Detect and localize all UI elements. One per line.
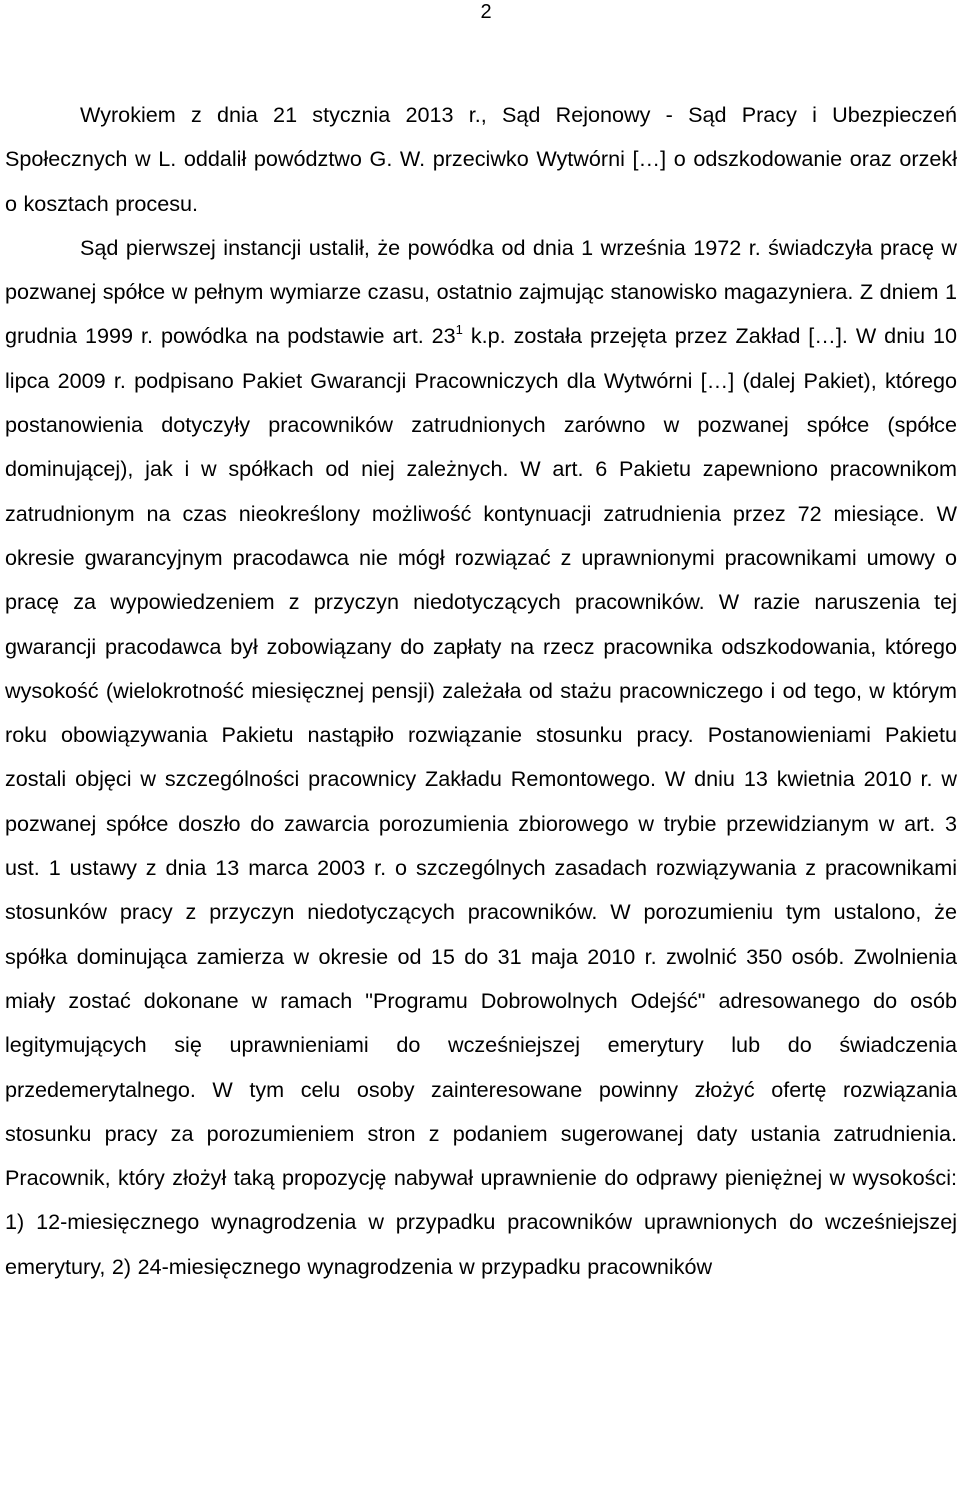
document-body [5, 93, 957, 1289]
article-superscript: 1 [455, 322, 463, 338]
page-number: 2 [480, 1, 492, 23]
paragraph-findings [5, 226, 957, 1289]
findings-text-part-2: k.p. została przejęta przez Zakład […]. W dniu 10 lipca 2009 r. podpisano Pakiet Gwarancji Pracowniczych dla Wytwórni […] (dalej Pakiet), którego postanowienia dotyczyły pracowników zatrudnionych zarówno w pozwanej spółce (spółce dominującej), jak i w spółkach od niej zależnych. W art. 6 Pakietu zapewniono pracownikom zatrudnionym na czas nieokreślony możliwość kontynuacji zatrudnienia przez 72 miesiące. W okresie gwarancyjnym pracodawca nie mógł rozwiązać z uprawnionymi pracownikami umowy o pracę za wypowiedzeniem z przyczyn niedotyczących pracowników. W razie naruszenia tej gwarancji pracodawca był zobowiązany do zapłaty na rzecz pracownika odszkodowania, którego wysokość (wielokrotność miesięcznej pensji) zależała od stażu pracowniczego i od tego, w którym roku obowiązywania Pakietu nastąpiło rozwiązanie stosunku pracy. Postanowieniami Pakietu zostali objęci w szczególności pracownicy Zakładu Remontowego. W dniu 13 kwietnia 2010 r. w pozwanej spółce doszło do zawarcia porozumienia zbiorowego w trybie przewidzianym w art. 3 ust. 1 ustawy z dnia 13 marca 2003 r. o szczególnych zasadach rozwiązywania z pracownikami stosunków pracy z przyczyn niedotyczących pracowników. W porozumieniu tym ustalono, że spółka dominująca zamierza w okresie od 15 do 31 maja 2010 r. zwolnić 350 osób. Zwolnienia miały zostać dokonane w ramach "Programu Dobrowolnych Odejść" adresowanego do osób legitymujących się uprawnieniami do wcześniejszej emerytury lub do świadczenia przedemerytalnego. W tym celu osoby zainteresowane powinny złożyć ofertę rozwiązania stosunku pracy za porozumieniem stron z podaniem sugerowanej daty ustania zatrudnienia. Pracownik, który złożył taką propozycję nabywał uprawnienie do odprawy pieniężnej w wysokości: 1) 12-miesięcznego wynagrodzenia w przypadku pracowników uprawnionych do wcześniejszej emerytury, 2) 24-miesięcznego wynagrodzenia w przypadku pracowników [5, 323, 957, 1279]
paragraph-judgment: Wyrokiem z dnia 21 stycznia 2013 r., Sąd Rejonowy - Sąd Pracy i Ubezpieczeń Społecznych w L. oddalił powództwo G. W. przeciwko Wytwórni […] o odszkodowanie oraz orzekł o kosztach procesu. [5, 102, 957, 216]
findings-text-part-1: Sąd pierwszej instancji ustalił, że powódka od dnia 1 września 1972 r. świadczyła pracę w pozwanej spółce w pełnym wymiarze czasu, ostatnio zajmując stanowisko magazyniera. Z dniem 1 grudnia 1999 r. powódka na podstawie art. 23 [5, 234, 957, 349]
